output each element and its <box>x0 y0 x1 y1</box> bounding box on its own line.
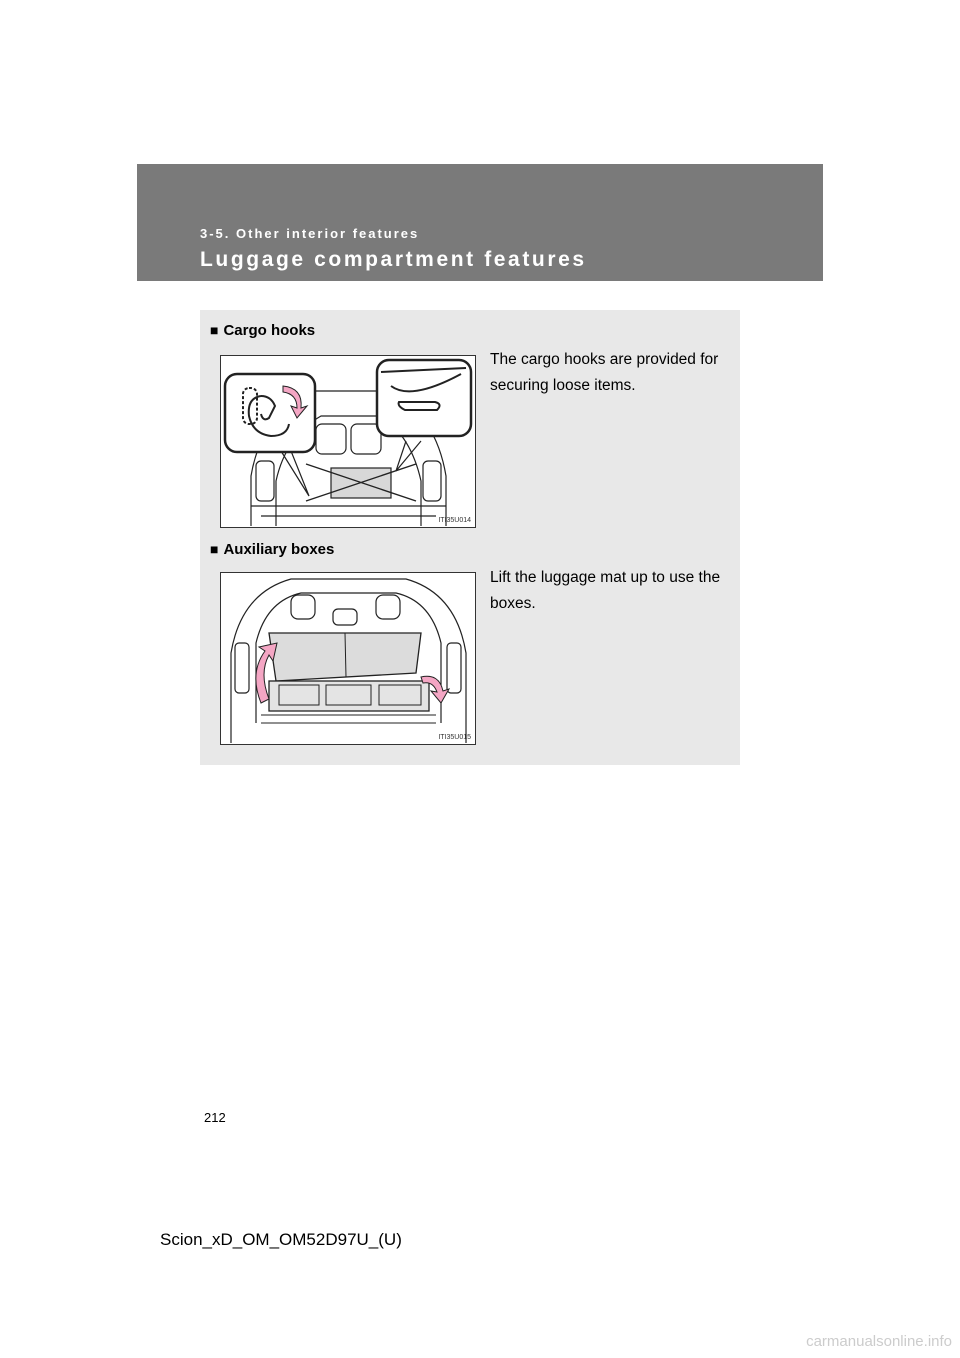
cargo-hooks-description: The cargo hooks are provided for securing loose items. <box>490 351 719 394</box>
bullet-icon: ■ <box>210 541 219 557</box>
auxiliary-boxes-figure <box>220 572 476 745</box>
cargo-hooks-figure-code: ITI35U014 <box>438 517 471 524</box>
cargo-hooks-figure <box>220 355 476 528</box>
page-header <box>137 164 823 281</box>
auxiliary-boxes-description: Lift the luggage mat up to use the boxes. <box>490 569 721 612</box>
cargo-hooks-illustration <box>221 356 475 527</box>
auxiliary-boxes-heading-text: Auxiliary boxes <box>223 541 335 558</box>
document-footer: Scion_xD_OM_OM52D97U_(U) <box>160 1230 402 1249</box>
cargo-hooks-heading <box>210 322 315 339</box>
content-box <box>200 310 740 765</box>
watermark: carmanualsonline.info <box>806 1333 952 1350</box>
section-label: 3-5. Other interior features <box>200 226 420 241</box>
auxiliary-boxes-illustration <box>221 573 475 744</box>
bullet-icon: ■ <box>210 322 219 338</box>
auxiliary-boxes-figure-code: ITI35U015 <box>438 734 471 741</box>
page-number: 212 <box>204 1110 226 1125</box>
cargo-hooks-heading-text: Cargo hooks <box>223 322 316 339</box>
auxiliary-boxes-heading <box>210 541 334 558</box>
page-title: Luggage compartment features <box>200 248 587 271</box>
